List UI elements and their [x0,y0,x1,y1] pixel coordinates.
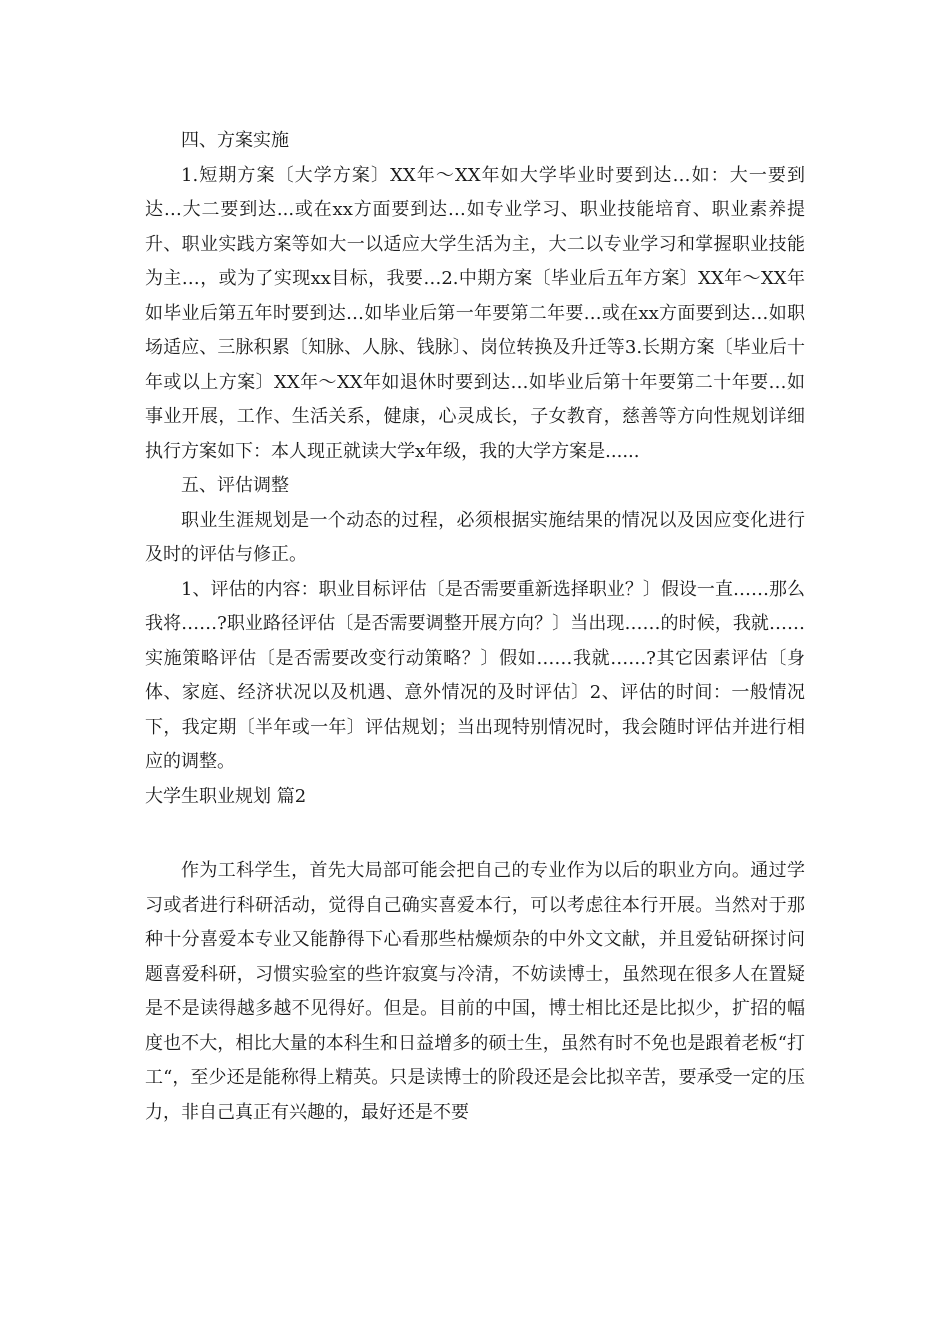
paragraph-article-body: 作为工科学生，首先大局部可能会把自己的专业作为以后的职业方向。通过学习或者进行科研活动，觉得自己确实喜爱本行，可以考虑往本行开展。当然对于那种十分喜爱本专业又能静得下心看那些枯燥烦杂的中外文文献，并且爱钻研探讨问题喜爱科研，习惯实验室的些许寂寞与冷清，不妨读博士，虽然现在很多人在置疑是不是读得越多越不见得好。但是。目前的中国，博士相比还是比拟少，扩招的幅度也不大，相比大量的本科生和日益增多的硕士生，虽然有时不免也是跟着老板“打工“，至少还是能称得上精英。只是读博士的阶段还是会比拟辛苦，要承受一定的压力，非自己真正有兴趣的，最好还是不要 [145,860,805,1123]
article-title: 大学生职业规划 篇2 [145,785,307,807]
document-content [145,124,805,1130]
section-heading-evaluation: 五、评估调整 [181,475,289,496]
paragraph-implementation-plan: 1.短期方案〔大学方案〕XX年～XX年如大学毕业时要到达…如：大一要到达…大二要到达...或在xx方面要到达…如专业学习、职业技能培育、职业素养提升、职业实践方案等如大一以适应大学生活为主，大二以专业学习和掌握职业技能为主…，或为了实现xx目标，我要…2.中期方案〔毕业后五年方案〕XX年～XX年如毕业后第五年时要到达…如毕业后第一年要第二年要…或在xx方面要到达…如职场适应、三脉积累〔知脉、人脉、钱脉〕、岗位转换及升迁等3.长期方案〔毕业后十年或以上方案〕XX年～XX年如退休时要到达…如毕业后第十年要第二十年要…如事业开展，工作、生活关系，健康，心灵成长，子女教育，慈善等方向性规划详细执行方案如下：本人现正就读大学x年级，我的大学方案是...... [145,164,805,462]
paragraph-spacer [145,814,805,854]
paragraph-evaluation-details: 1、评估的内容：职业目标评估〔是否需要重新选择职业？〕假设一直……那么我将……?职业路径评估〔是否需要调整开展方向？〕当出现……的时候，我就……实施策略评估〔是否需要改变行动策略？〕假如……我就……?其它因素评估〔身体、家庭、经济状况以及机遇、意外情况的及时评估〕2、评估的时间：一般情况下，我定期〔半年或一年〕评估规划；当出现特别情况时，我会随时评估并进行相应的调整。 [145,578,805,772]
section-heading-implementation: 四、方案实施 [181,130,289,151]
paragraph-evaluation-intro: 职业生涯规划是一个动态的过程，必须根据实施结果的情况以及因应变化进行及时的评估与修正。 [145,509,805,565]
